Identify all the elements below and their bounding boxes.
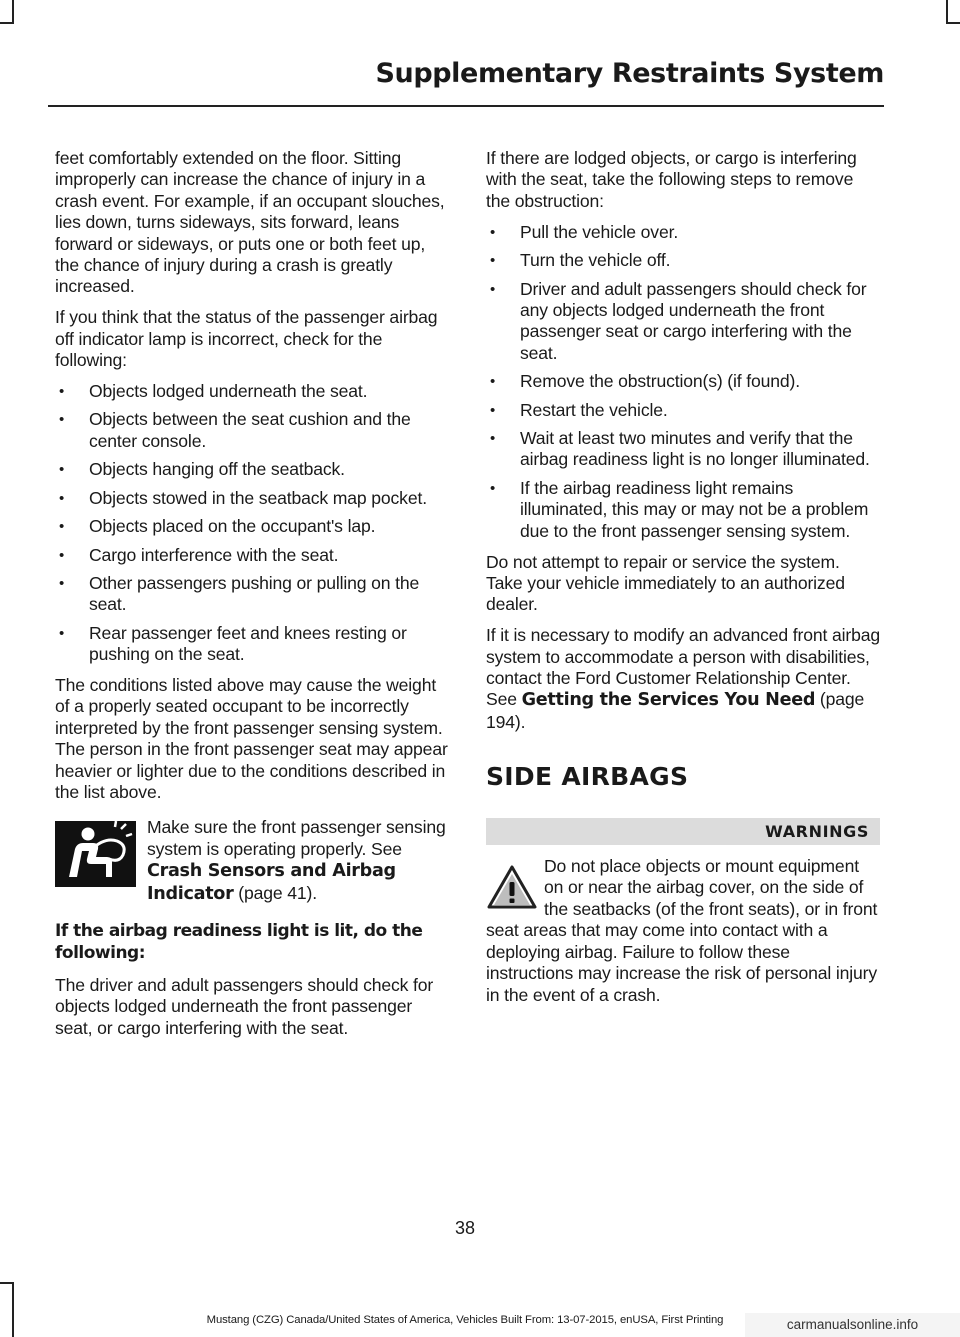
- page-number: 38: [454, 1218, 476, 1238]
- step-item: • Wait at least two minutes and verify that the airbag readiness light is no longer illuminated.: [486, 428, 880, 471]
- sensing-note-page-ref: (page 41).: [238, 882, 317, 903]
- left-column: [55, 148, 449, 1049]
- modify-paragraph: [486, 625, 880, 733]
- crop-mark-top-right-h: [946, 22, 960, 24]
- header-rule: [48, 105, 884, 107]
- checklist-item: • Objects lodged underneath the seat.: [55, 381, 449, 402]
- repair-paragraph: Do not attempt to repair or service the system. Take your vehicle immediately to an authorized dealer.: [486, 551, 845, 615]
- check-paragraph: The driver and adult passengers should check for objects lodged underneath the front passenger seat, or cargo interfering with the seat.: [55, 974, 434, 1038]
- page-title: Supplementary Restraints System: [375, 58, 884, 89]
- intro-paragraph: feet comfortably extended on the floor. Sitting improperly can increase the chance of injury in a crash event. For example, if an occupant slouches, lies down, turns sideways, sits forward, leans forward or sideways, or puts one or both feet up, the chance of injury during a crash is greatly increased.: [55, 148, 445, 297]
- warning-box: [486, 856, 880, 1006]
- watermark: carmanualsonline.info: [745, 1313, 960, 1337]
- airbag-indicator-icon: [55, 821, 136, 887]
- page-header: [0, 58, 884, 89]
- status-paragraph: If you think that the status of the passenger airbag off indicator lamp is incorrect, check for the following:: [55, 307, 438, 371]
- step-item: • If the airbag readiness light remains illuminated, this may or may not be a problem due to the front passenger sensing system.: [486, 478, 880, 542]
- step-item: • Restart the vehicle.: [486, 400, 880, 421]
- airbag-light-subheading: If the airbag readiness light is lit, do the following:: [55, 921, 423, 963]
- crop-mark-top-right-v: [946, 0, 948, 24]
- page-footer: Mustang (CZG) Canada/United States of America, Vehicles Built From: 13-07-2015, enUSA, First Printing: [206, 1314, 724, 1326]
- conditions-paragraph: The conditions listed above may cause the weight of a properly seated occupant to be incorrectly interpreted by the front passenger sensing system. The person in the front passenger seat may appear heavier or lighter due to the conditions described in the list above.: [55, 675, 448, 803]
- checklist: [55, 381, 449, 665]
- checklist-item: • Other passengers pushing or pulling on the seat.: [55, 573, 449, 616]
- sensing-note: [55, 817, 449, 905]
- step-item: • Remove the obstruction(s) (if found).: [486, 371, 880, 392]
- warning-text: Do not place objects or mount equipment on or near the airbag cover, on the side of the seatbacks (of the front seats), or in front seat areas that may come into contact with a deploying airbag. Failure to follow these instructions may increase the risk of personal injury in the event of a crash.: [486, 856, 878, 1005]
- step-item: • Pull the vehicle over.: [486, 222, 880, 243]
- modify-paragraph-page-ref: (page 194).: [486, 689, 865, 732]
- crop-mark-bottom-left-v: [12, 1282, 14, 1337]
- side-airbags-heading: SIDE AIRBAGS: [486, 762, 689, 792]
- sensing-note-text: Make sure the front passenger sensing system is operating properly. See: [147, 817, 446, 859]
- checklist-item: • Cargo interference with the seat.: [55, 545, 449, 566]
- right-column: [486, 148, 880, 1006]
- crop-mark-top-left-v: [12, 0, 14, 24]
- crop-mark-bottom-left-h: [0, 1282, 14, 1284]
- checklist-item: • Rear passenger feet and knees resting or pushing on the seat.: [55, 623, 449, 666]
- getting-services-link[interactable]: Getting the Services You Need: [521, 690, 816, 711]
- step-item: • Driver and adult passengers should check for any objects lodged underneath the front passenger seat or cargo interfering with the seat.: [486, 279, 880, 365]
- step-item: • Turn the vehicle off.: [486, 250, 880, 271]
- lodged-paragraph: If there are lodged objects, or cargo is interfering with the seat, take the following steps to remove the obstruction:: [486, 148, 857, 211]
- warning-triangle-icon: [486, 864, 538, 910]
- modify-paragraph-text: If it is necessary to modify an advanced front airbag system to accommodate a person with disabilities, contact the Ford Customer Relationship Center. See: [486, 625, 880, 710]
- warnings-label: WARNINGS: [486, 818, 880, 845]
- crash-sensors-link[interactable]: Crash Sensors and Airbag Indicator: [147, 861, 396, 904]
- checklist-item: • Objects between the seat cushion and the center console.: [55, 409, 449, 452]
- removal-steps: [486, 222, 880, 542]
- checklist-item: • Objects stowed in the seatback map pocket.: [55, 488, 449, 509]
- checklist-item: • Objects hanging off the seatback.: [55, 459, 449, 480]
- crop-mark-top-left-h: [0, 22, 14, 24]
- checklist-item: • Objects placed on the occupant's lap.: [55, 516, 449, 537]
